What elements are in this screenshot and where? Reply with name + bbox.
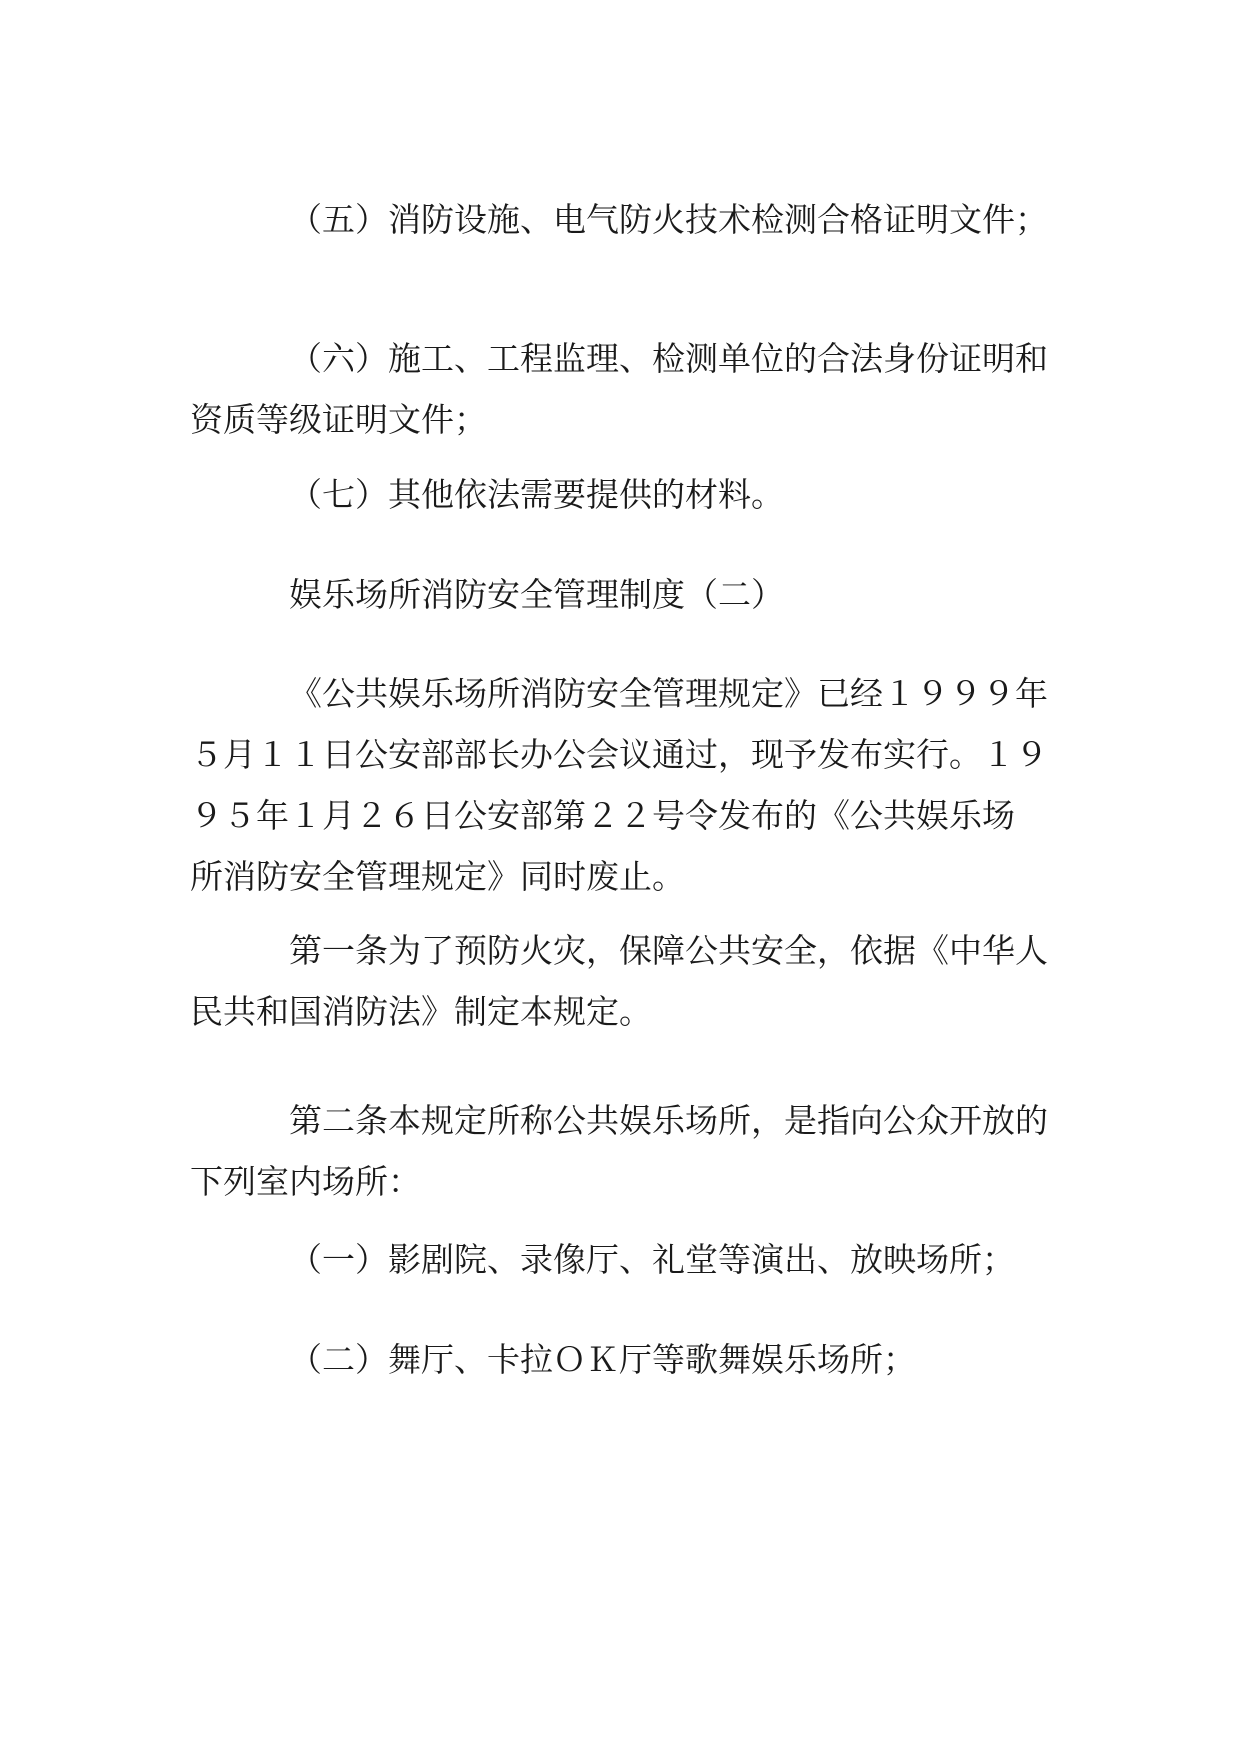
text-line: 《公共娱乐场所消防安全管理规定》已经１９９９年 — [289, 674, 1048, 713]
paragraph-article-1 — [190, 920, 1070, 1042]
paragraph-item-6 — [190, 328, 1070, 450]
text-line: （七）其他依法需要提供的材料。 — [289, 475, 784, 514]
text-line: 下列室内场所： — [190, 1162, 421, 1201]
text-line: ９５年１月２６日公安部第２２号令发布的《公共娱乐场 — [190, 796, 1015, 835]
paragraph-article-2-item-1 — [190, 1229, 1070, 1290]
paragraph-item-5 — [190, 189, 1070, 250]
text-line: （二）舞厅、卡拉ＯＫ厅等歌舞娱乐场所； — [289, 1340, 916, 1379]
text-line: （五）消防设施、电气防火技术检测合格证明文件； — [289, 200, 1048, 239]
text-line: 资质等级证明文件； — [190, 400, 487, 439]
text-line: ５月１１日公安部部长办公会议通过，现予发布实行。１９ — [190, 735, 1048, 774]
paragraph-regulation-intro — [190, 663, 1070, 907]
paragraph-item-7 — [190, 464, 1070, 525]
section-heading — [190, 564, 1070, 625]
paragraph-article-2-item-2 — [190, 1329, 1070, 1390]
text-line: 所消防安全管理规定》同时废止。 — [190, 857, 685, 896]
text-line: 民共和国消防法》制定本规定。 — [190, 992, 652, 1031]
paragraph-article-2 — [190, 1090, 1070, 1212]
text-line: （六）施工、工程监理、检测单位的合法身份证明和 — [289, 339, 1048, 378]
text-line: 第二条本规定所称公共娱乐场所，是指向公众开放的 — [289, 1101, 1048, 1140]
text-line: （一）影剧院、录像厅、礼堂等演出、放映场所； — [289, 1240, 1015, 1279]
text-line: 第一条为了预防火灾，保障公共安全，依据《中华人 — [289, 931, 1048, 970]
text-line: 娱乐场所消防安全管理制度（二） — [289, 575, 784, 614]
